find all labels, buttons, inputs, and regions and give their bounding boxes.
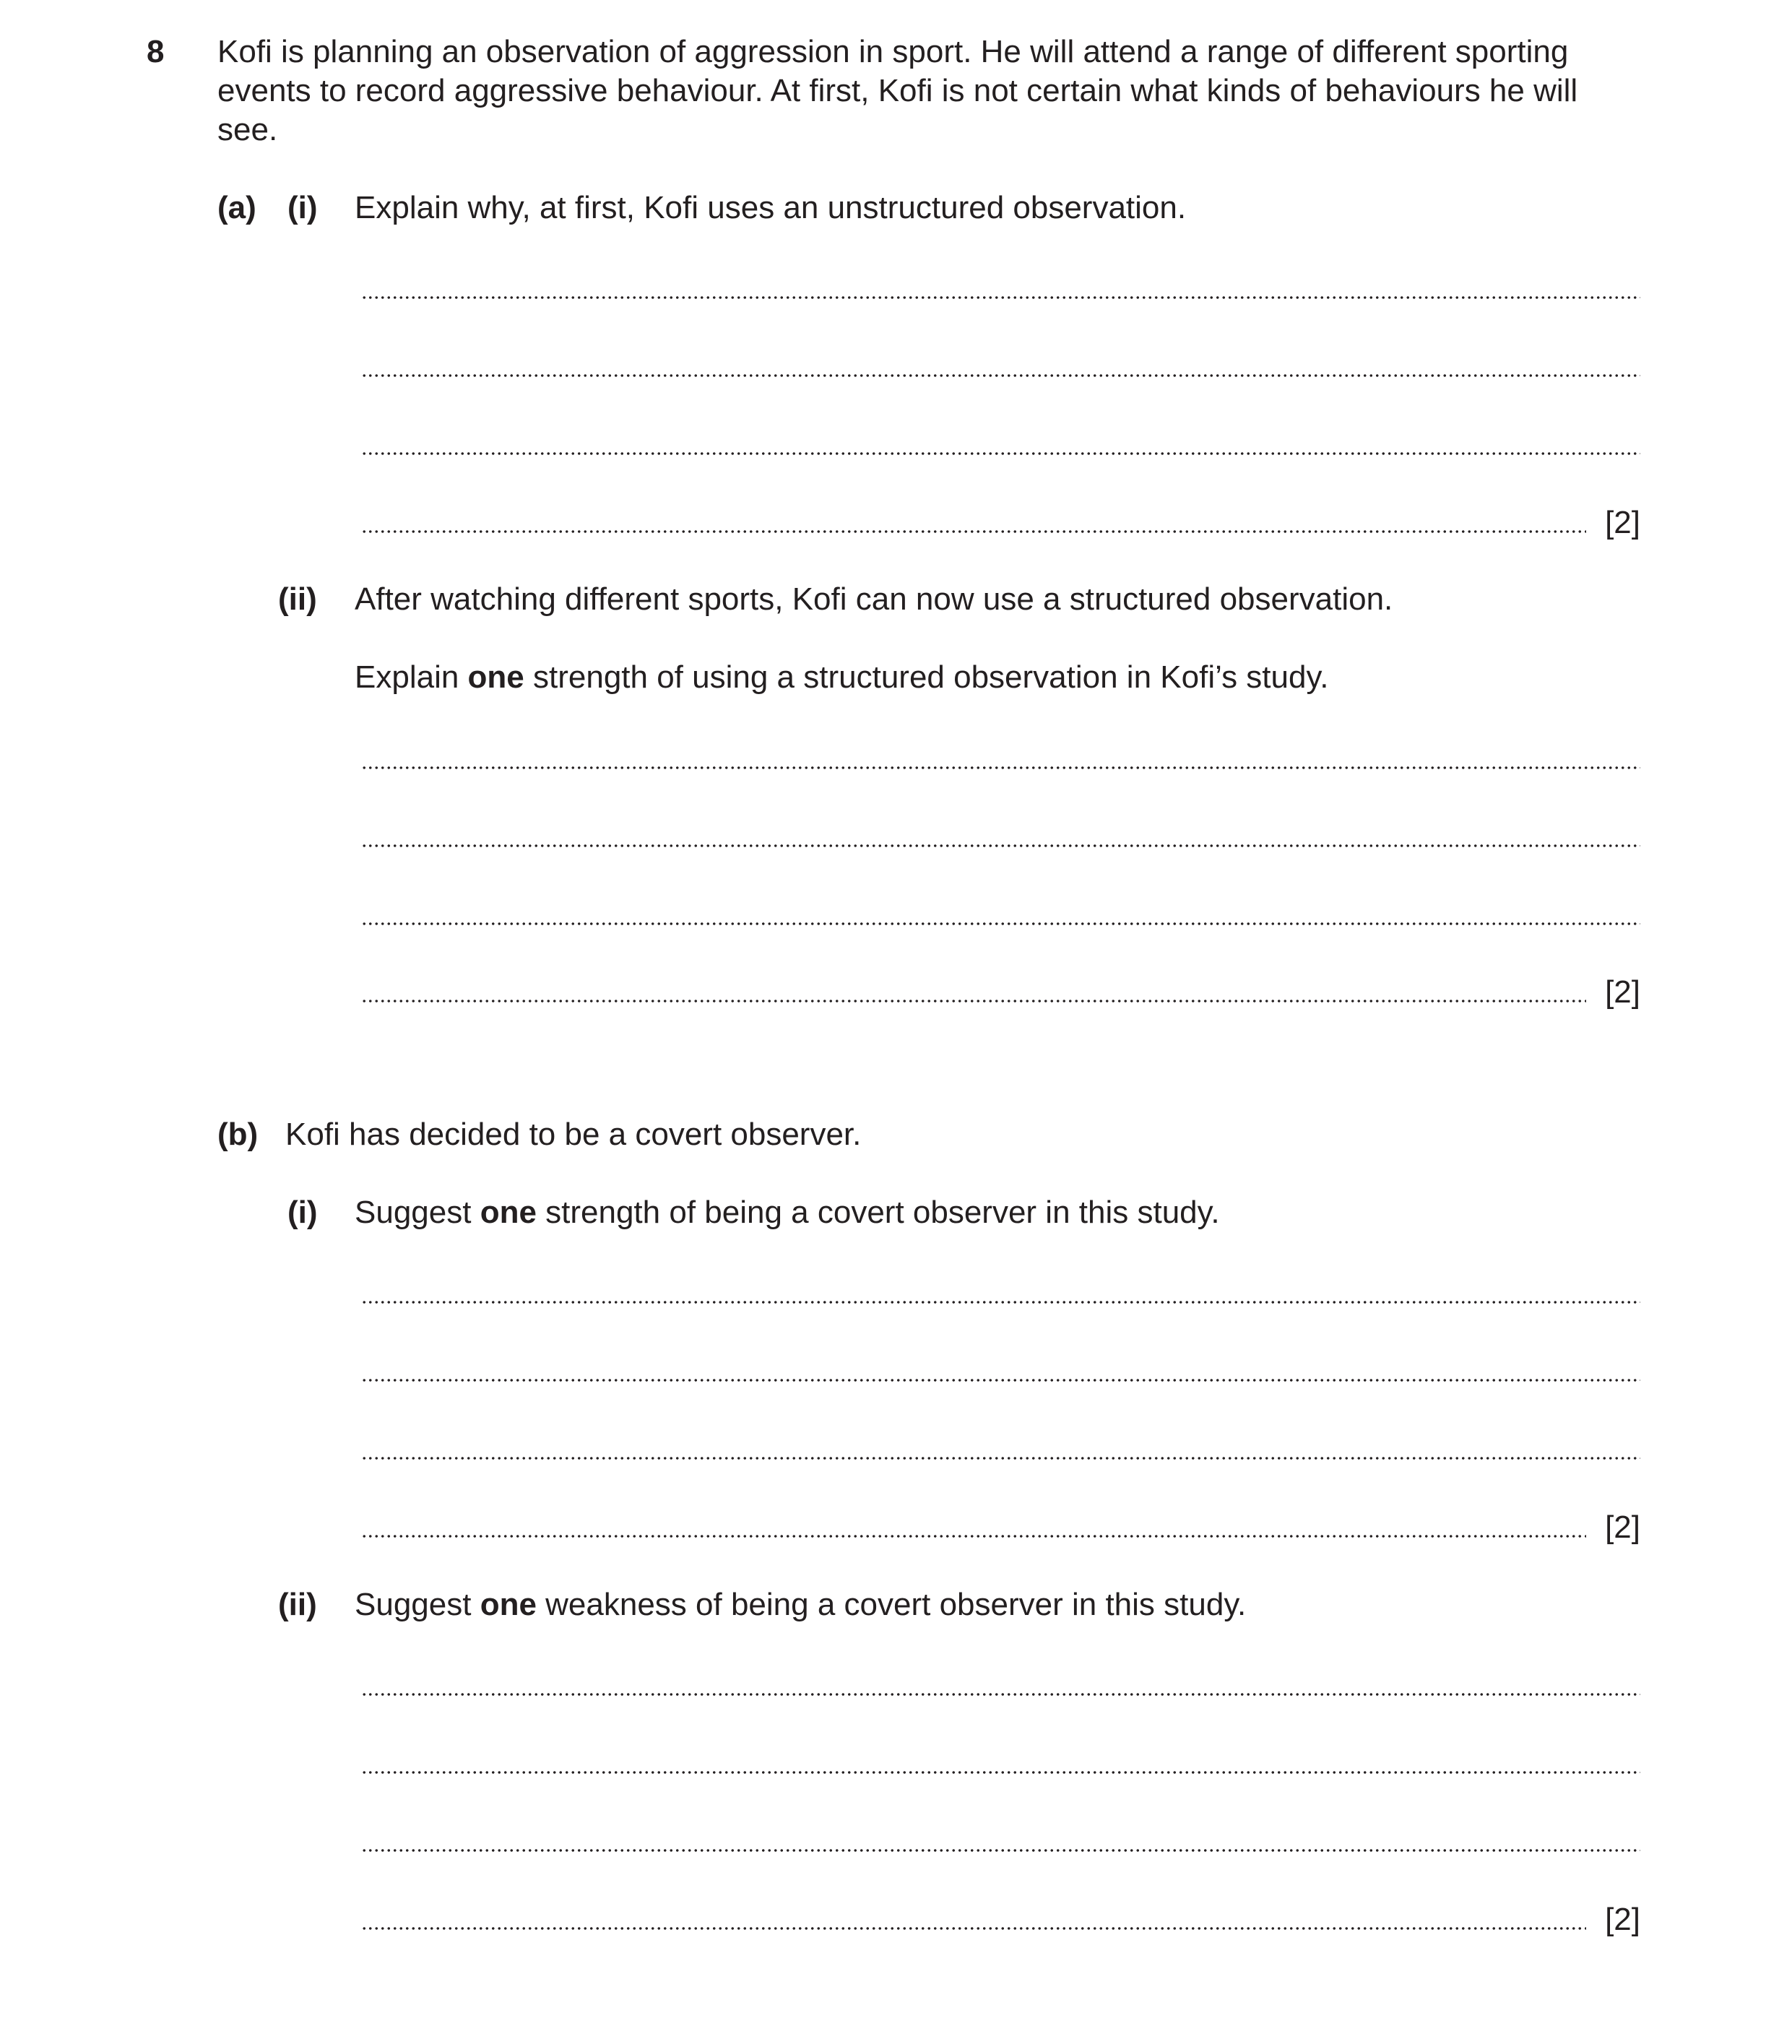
answer-line-b-i-3[interactable] xyxy=(361,1422,1640,1465)
answer-line-a-i-2[interactable] xyxy=(361,339,1640,383)
answer-line-a-ii-2[interactable] xyxy=(361,810,1640,853)
part-b-i-question xyxy=(355,1193,1220,1232)
part-b-question: Kofi has decided to be a covert observer. xyxy=(285,1117,862,1152)
dotted-line xyxy=(361,296,1640,299)
question-text: weakness of being a covert observer in this study. xyxy=(536,1587,1247,1622)
question-emphasis: one xyxy=(480,1587,537,1622)
marks-label: [2] xyxy=(1605,505,1640,540)
dotted-line xyxy=(361,1535,1586,1538)
answer-line-b-ii-4[interactable] xyxy=(361,1892,1640,1936)
part-a-label: (a) xyxy=(217,190,256,225)
dotted-line xyxy=(361,1457,1640,1460)
instruction-text: Explain xyxy=(355,659,468,695)
answer-line-b-ii-1[interactable] xyxy=(361,1658,1640,1702)
part-a-i-label: (i) xyxy=(287,190,318,225)
answer-line-a-ii-1[interactable] xyxy=(361,732,1640,775)
dotted-line xyxy=(361,1000,1586,1002)
dotted-line xyxy=(361,1927,1586,1930)
part-b-ii-label: (ii) xyxy=(278,1587,317,1622)
question-text: Suggest xyxy=(355,1195,480,1230)
marks-label: [2] xyxy=(1605,1902,1640,1937)
marks-label: [2] xyxy=(1605,974,1640,1010)
question-text: Suggest xyxy=(355,1587,480,1622)
answer-line-b-i-1[interactable] xyxy=(361,1266,1640,1309)
answer-line-a-i-4[interactable] xyxy=(361,495,1640,539)
question-emphasis: one xyxy=(480,1195,537,1230)
dotted-line xyxy=(361,1379,1640,1382)
part-b-ii-question xyxy=(355,1585,1246,1624)
answer-line-a-i-3[interactable] xyxy=(361,417,1640,461)
instruction-emphasis: one xyxy=(467,659,524,695)
dotted-line xyxy=(361,844,1640,847)
question-stem xyxy=(217,33,1640,150)
dotted-line xyxy=(361,1771,1640,1774)
stem-line: see. xyxy=(217,112,278,147)
part-a-i-question: Explain why, at first, Kofi uses an unstructured observation. xyxy=(355,190,1187,225)
dotted-line xyxy=(361,374,1640,377)
answer-line-b-ii-2[interactable] xyxy=(361,1736,1640,1780)
part-b-label: (b) xyxy=(217,1117,259,1152)
dotted-line xyxy=(361,766,1640,769)
dotted-line xyxy=(361,922,1640,925)
question-number: 8 xyxy=(147,34,165,69)
dotted-line xyxy=(361,1301,1640,1304)
answer-line-a-ii-4[interactable] xyxy=(361,965,1640,1008)
answer-line-a-i-1[interactable] xyxy=(361,261,1640,305)
dotted-line xyxy=(361,1849,1640,1852)
stem-line: events to record aggressive behaviour. At first, Kofi is not certain what kinds of behaviours he will xyxy=(217,73,1578,108)
part-a-ii-instruction xyxy=(355,658,1328,697)
answer-line-a-ii-3[interactable] xyxy=(361,888,1640,931)
answer-line-b-i-2[interactable] xyxy=(361,1344,1640,1387)
answer-line-b-i-4[interactable] xyxy=(361,1500,1640,1543)
part-a-ii-label: (ii) xyxy=(278,581,317,617)
part-a-ii-question: After watching different sports, Kofi can now use a structured observation. xyxy=(355,581,1393,617)
instruction-text: strength of using a structured observation in Kofi’s study. xyxy=(524,659,1329,695)
stem-line: Kofi is planning an observation of aggression in sport. He will attend a range of different sporting xyxy=(217,34,1569,69)
question-text: strength of being a covert observer in this study. xyxy=(536,1195,1220,1230)
dotted-line xyxy=(361,452,1640,455)
marks-label: [2] xyxy=(1605,1510,1640,1545)
part-b-i-label: (i) xyxy=(287,1195,318,1230)
answer-line-b-ii-3[interactable] xyxy=(361,1814,1640,1858)
dotted-line xyxy=(361,530,1586,533)
dotted-line xyxy=(361,1693,1640,1696)
